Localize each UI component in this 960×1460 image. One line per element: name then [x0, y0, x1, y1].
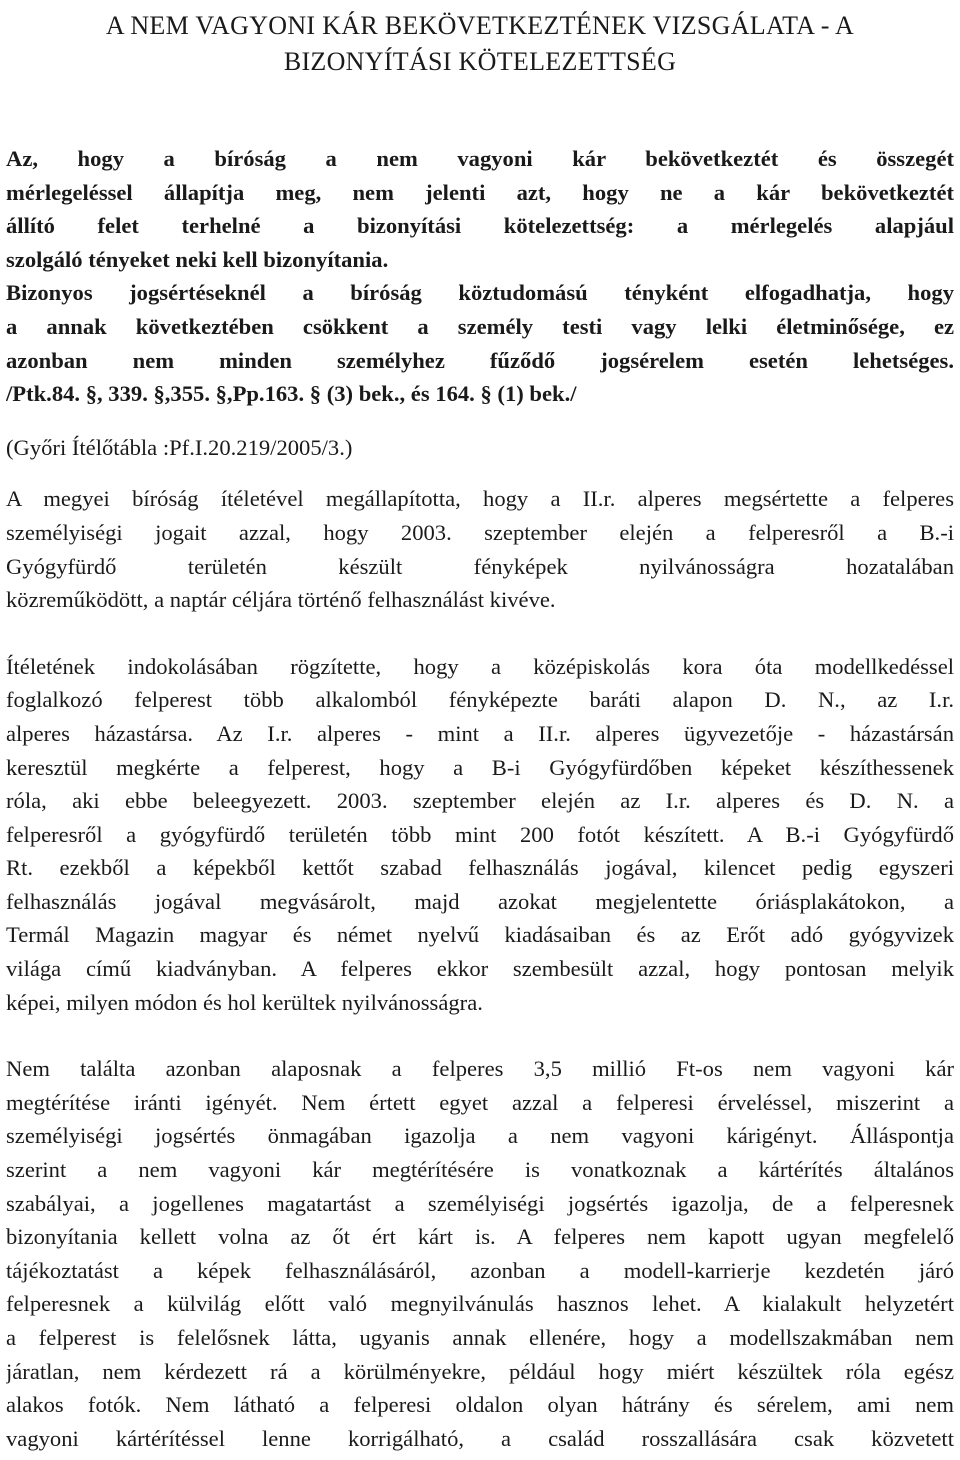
- document-title: [6, 0, 954, 80]
- paragraph-line: foglalkozó felperest több alkalomból fényképezte baráti alapon D. N., az I.r.: [6, 687, 954, 713]
- paragraph-line: világa című kiadványban. A felperes ekkor szembesült azzal, hogy pontosan melyik: [6, 956, 954, 982]
- paragraph-line: felperesről a gyógyfürdő területén több mint 200 fotót készített. A B.-i Gyógyfürdő: [6, 821, 954, 847]
- paragraph-line: alakos fotók. Nem látható a felperesi oldalon olyan hátrány és sérelem, ami nem: [6, 1392, 954, 1418]
- headnote-line: szolgáló tényeket neki kell bizonyítania.: [6, 246, 389, 272]
- headnote-line: azonban nem minden személyhez fűződő jogsérelem esetén lehetséges.: [6, 347, 954, 373]
- paragraph-line: tájékoztatást a képek felhasználásáról, azonban a modell-karrierje kezdetén járó: [6, 1257, 954, 1283]
- headnote-line: /Ptk.84. §, 339. §,355. §,Pp.163. § (3) bek., és 164. § (1) bek./: [6, 381, 577, 407]
- paragraph-line: felperesnek a külvilág előtt való megnyilvánulás hasznos lehet. A kialakult helyzetért: [6, 1291, 954, 1317]
- body-paragraph: [6, 650, 954, 1020]
- title-line: A NEM VAGYONI KÁR BEKÖVETKEZTÉNEK VIZSGÁLATA - A: [105, 11, 855, 40]
- paragraph-line: bizonyítania kellett volna az őt ért kárt is. A felperes nem kapott ugyan megfelelő: [6, 1224, 954, 1250]
- body-paragraph: [6, 482, 954, 616]
- headnote-line: Bizonyos jogsértéseknél a bíróság köztudomású tényként elfogadhatja, hogy: [6, 280, 954, 306]
- paragraph-line: szabályai, a jogellenes magatartást a személyiségi jogsértés igazolja, de a felperesnek: [6, 1190, 954, 1216]
- title-line: BIZONYÍTÁSI KÖTELEZETTSÉG: [283, 47, 677, 76]
- paragraph-line: alperes házastársa. Az I.r. alperes - mint a II.r. alperes ügyvezetője - házastársán: [6, 720, 954, 746]
- headnote-line: a annak következtében csökkent a személy testi vagy lelki életminősége, ez: [6, 313, 954, 339]
- paragraph-line: Nem találta azonban alaposnak a felperes 3,5 millió Ft-os nem vagyoni kár: [6, 1056, 954, 1082]
- headnote-line: Az, hogy a bíróság a nem vagyoni kár bekövetkeztét és összegét: [6, 146, 954, 171]
- paragraph-line: szerint a nem vagyoni kár megtérítésére is vonatkoznak a kártérítés általános: [6, 1157, 954, 1183]
- paragraph-line: közreműködött, a naptár céljára történő felhasználást kivéve.: [6, 587, 556, 613]
- paragraph-line: Rt. ezekből a képekből kettőt szabad felhasználás jogával, kilencet pedig egyszeri: [6, 855, 954, 881]
- body-paragraph: [6, 1052, 954, 1455]
- headnote-line: állító felet terhelné a bizonyítási kötelezettség: a mérlegelés alapjául: [6, 213, 954, 239]
- document-page: [6, 0, 954, 1460]
- paragraph-line: személyiségi jogait azzal, hogy 2003. szeptember elején a felperesről a B.-i: [6, 519, 954, 545]
- court-citation: (Győri Ítélőtábla :Pf.I.20.219/2005/3.): [6, 434, 353, 460]
- paragraph-line: róla, aki ebbe beleegyezett. 2003. szeptember elején az I.r. alperes és D. N. a: [6, 788, 954, 814]
- paragraph-line: képei, milyen módon és hol kerültek nyilvánosságra.: [6, 989, 483, 1015]
- paragraph-line: megtérítése iránti igényét. Nem értett egyet azzal a felperesi érveléssel, miszerint a: [6, 1089, 954, 1115]
- headnote: [6, 142, 954, 411]
- paragraph-line: keresztül megkérte a felperest, hogy a B-i Gyógyfürdőben képeket készíthessenek: [6, 754, 954, 780]
- paragraph-line: a felperest is felelősnek látta, ugyanis annak ellenére, hogy a modellszakmában nem: [6, 1325, 954, 1350]
- paragraph-line: Ítéletének indokolásában rögzítette, hogy a középiskolás kora óta modellkedéssel: [6, 653, 954, 679]
- headnote-line: mérlegeléssel állapítja meg, nem jelenti azt, hogy ne a kár bekövetkeztét: [6, 179, 954, 205]
- paragraph-line: Gyógyfürdő területén készült fényképek nyilvánosságra hozatalában: [6, 553, 954, 579]
- paragraph-line: vagyoni kártérítéssel lenne korrigálható, a család rosszallására csak közvetett: [6, 1425, 954, 1451]
- paragraph-line: A megyei bíróság ítéletével megállapította, hogy a II.r. alperes megsértette a felperes: [6, 486, 954, 512]
- paragraph-line: személyiségi jogsértés önmagában igazolja a nem vagyoni kárigényt. Álláspontja: [6, 1123, 954, 1149]
- paragraph-line: felhasználás jogával megvásárolt, majd azokat megjelentette óriásplakátokon, a: [6, 888, 954, 914]
- paragraph-line: Termál Magazin magyar és német nyelvű kiadásaiban és az Erőt adó gyógyvizek: [6, 922, 954, 948]
- paragraph-line: járatlan, nem kérdezett rá a körülményekre, például hogy miért készültek róla egész: [6, 1358, 954, 1384]
